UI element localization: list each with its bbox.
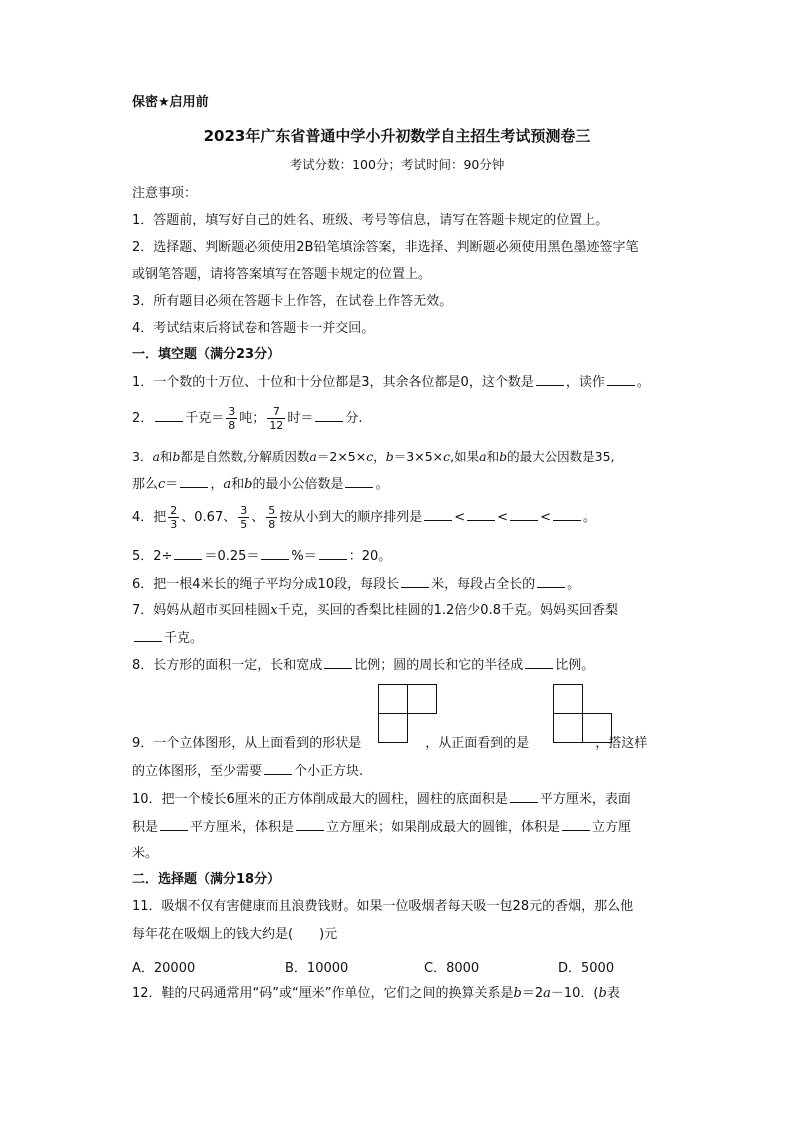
question-10-line3: 米。: [132, 846, 159, 861]
question-8: 8．长方形的面积一定，长和宽成 比例；圆的周长和它的半径成 比例。: [132, 658, 595, 673]
note-item: 或钢笔答题，请将答案填写在答题卡规定的位置上。: [132, 267, 432, 282]
answer-blank[interactable]: [264, 762, 292, 775]
answer-blank[interactable]: [510, 790, 538, 803]
question-3-line1: 3．a和b都是自然数,分解质因数a＝2×5×c，b＝3×5×c,如果a和b的最大公因数是35,: [132, 449, 615, 464]
option-c[interactable]: C．8000: [424, 961, 480, 976]
fraction: $\frac{3}{5}$: [240, 504, 248, 531]
question-9-line2: 的立体图形，至少需要 个小正方块.: [132, 764, 364, 779]
confidential-label: 保密★启用前: [132, 95, 209, 110]
fraction: $\frac{7}{12}$: [269, 405, 284, 432]
answer-blank[interactable]: [160, 818, 188, 831]
question-11-line1: 11．吸烟不仅有害健康而且浪费钱财。如果一位吸烟者每天吸一包28元的香烟，那么他: [132, 899, 634, 914]
answer-blank[interactable]: [424, 508, 452, 521]
option-d[interactable]: D．5000: [558, 961, 615, 976]
answer-blank[interactable]: [562, 818, 590, 831]
answer-blank[interactable]: [324, 656, 352, 669]
note-item: 3．所有题目必须在答题卡上作答，在试卷上作答无效。: [132, 294, 453, 309]
option-a[interactable]: A．20000: [132, 961, 196, 976]
fraction: $\frac{5}{8}$: [268, 504, 276, 531]
question-5: 5．2÷ ＝0.25＝ %＝ ：20。: [132, 549, 392, 564]
answer-blank[interactable]: [319, 547, 347, 560]
option-b[interactable]: B．10000: [285, 961, 349, 976]
question-10-line2: 积是 平方厘米，体积是 立方厘米；如果削成最大的圆锥，体积是 立方厘: [132, 820, 632, 835]
note-item: 4．考试结束后将试卷和答题卡一并交回。: [132, 321, 375, 336]
section1-heading: 一．填空题（满分23分）: [132, 347, 281, 362]
answer-blank[interactable]: [174, 547, 202, 560]
answer-blank[interactable]: [261, 547, 289, 560]
note-item: 2．选择题、判断题必须使用2B铅笔填涂答案，非选择、判断题必须使用黑色墨迹签字笔: [132, 240, 639, 255]
question-11-line2: 每年花在吸烟上的钱大约是( )元: [132, 927, 338, 942]
question-10-line1: 10．把一个棱长6厘米的正方体削成最大的圆柱，圆柱的底面积是 平方厘米，表面: [132, 792, 631, 807]
question-7-line1: 7．妈妈从超市买回桂圆x千克，买回的香梨比桂圆的1.2倍少0.8千克。妈妈买回香梨: [132, 603, 618, 618]
question-2: 2． 千克＝ $\frac{3}{8}$ 吨； $\frac{7}{12}$ 时＝ 分.: [132, 405, 363, 432]
question-3-line2: 那么c＝ ，a和b的最小公倍数是 。: [132, 477, 389, 492]
question-12-line1: 12．鞋的尺码通常用“码”或“厘米”作单位，它们之间的换算关系是b＝2a－10．(b表: [132, 986, 620, 1001]
question-6: 6．把一根4米长的绳子平均分成10段，每段长 米，每段占全长的 。: [132, 577, 581, 592]
section2-heading: 二．选择题（满分18分）: [132, 872, 281, 887]
answer-blank[interactable]: [525, 656, 553, 669]
answer-blank[interactable]: [345, 475, 373, 488]
question-7-line2: 千克。: [132, 629, 203, 648]
answer-blank[interactable]: [467, 508, 495, 521]
exam-title: 2023年广东省普通中学小升初数学自主招生考试预测卷三: [203, 127, 591, 145]
answer-blank[interactable]: [296, 818, 324, 831]
answer-blank[interactable]: [553, 508, 581, 521]
answer-blank[interactable]: [607, 373, 635, 386]
answer-blank[interactable]: [134, 629, 162, 642]
question-4: 4．把 $\frac{2}{3}$ 、0.67、 $\frac{3}{5}$ 、 $\frac{5}{8}$ 按从小到大的顺序排列是 < < < 。: [132, 504, 596, 531]
notes-heading: 注意事项：: [132, 186, 198, 201]
answer-blank[interactable]: [155, 409, 183, 422]
question-9-line1: 9．一个立体图形，从上面看到的形状是 ，从正面看到的是 ，搭这样: [132, 736, 648, 751]
fraction: $\frac{3}{8}$: [228, 405, 236, 432]
answer-blank[interactable]: [537, 575, 565, 588]
question-1: 1．一个数的十万位、十位和十分位都是3，其余各位都是0，这个数是 ，读作 。: [132, 375, 650, 390]
answer-blank[interactable]: [510, 508, 538, 521]
answer-blank[interactable]: [315, 409, 343, 422]
fraction: $\frac{2}{3}$: [170, 504, 178, 531]
answer-blank[interactable]: [180, 475, 208, 488]
answer-blank[interactable]: [401, 575, 429, 588]
exam-subtitle: 考试分数：100分；考试时间：90分钟: [289, 157, 505, 172]
note-item: 1．答题前，填写好自己的姓名、班级、考号等信息，请写在答题卡规定的位置上。: [132, 213, 609, 228]
answer-blank[interactable]: [536, 373, 564, 386]
